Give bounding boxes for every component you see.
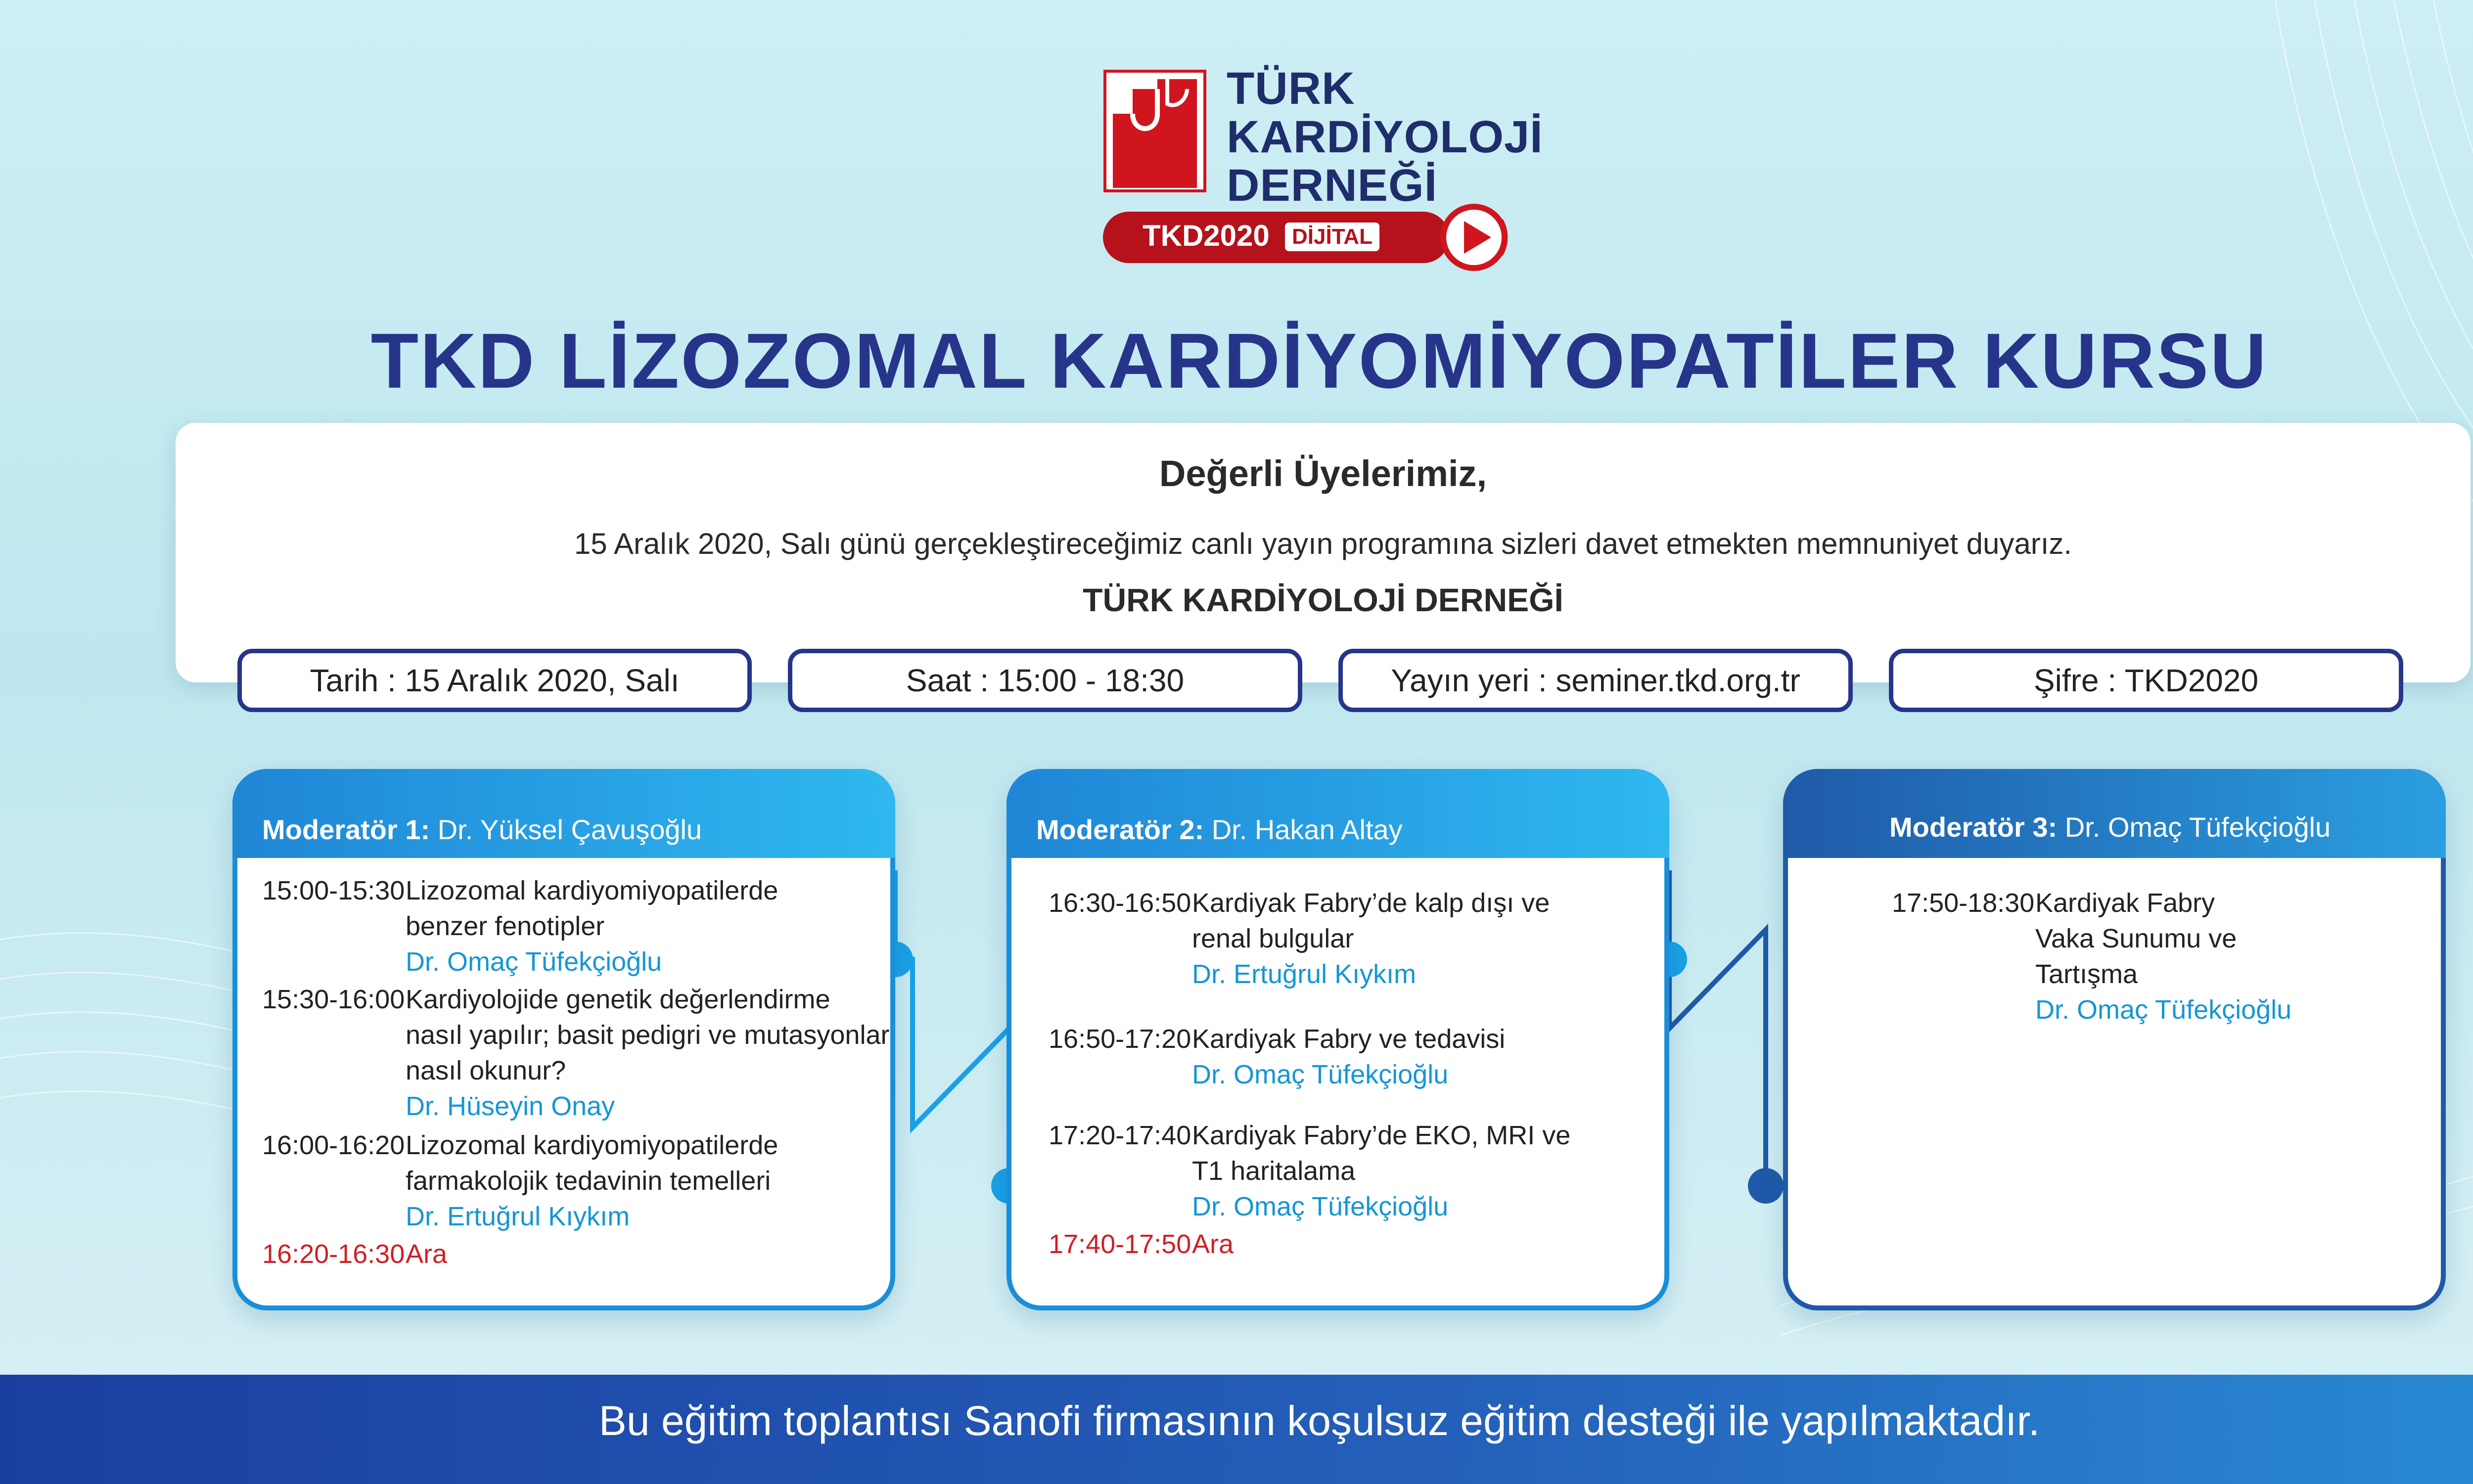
session-title-line: Lizozomal kardiyomiyopatilerde	[406, 1130, 779, 1160]
time-box: Saat : 15:00 - 18:30	[788, 649, 1302, 712]
invitation-body: 15 Aralık 2020, Salı günü gerçekleştireceğimiz canlı yayın programına sizleri davet etmekten memnuniyet duyarız.	[574, 527, 2072, 560]
panel-header	[1007, 769, 1669, 858]
invitation-greeting: Değerli Üyelerimiz,	[1159, 453, 1487, 494]
session-time: 16:50-17:20	[1049, 1024, 1191, 1054]
date-box: Tarih : 15 Aralık 2020, Salı	[237, 649, 752, 712]
session-time: 15:30-16:00	[262, 985, 405, 1014]
connector-dot	[1748, 1168, 1784, 1204]
session-title-line: Kardiyak Fabry’de EKO, MRI ve	[1192, 1121, 1571, 1150]
badge-tag: DİJİTAL	[1285, 223, 1379, 251]
session-speaker: Dr. Hüseyin Onay	[406, 1091, 615, 1121]
badge-label: TKD2020	[1143, 219, 1270, 252]
invitation-signature: TÜRK KARDİYOLOJİ DERNEĞİ	[1083, 582, 1563, 618]
session-time: 17:20-17:40	[1049, 1121, 1191, 1150]
session-title-line: nasıl okunur?	[406, 1056, 566, 1085]
moderator-name: Dr. Yüksel Çavuşoğlu	[437, 814, 702, 845]
sponsor-footer	[0, 1375, 2473, 1484]
password-box: Şifre : TKD2020	[1889, 649, 2403, 712]
session-title-line: nasıl yapılır; basit pedigri ve mutasyonlar	[406, 1020, 890, 1050]
session-title-line: Vaka Sunumu ve	[2035, 924, 2237, 953]
session-speaker: Dr. Omaç Tüfekçioğlu	[2035, 995, 2292, 1025]
moderator-name: Dr. Hakan Altay	[1211, 814, 1403, 845]
panel-header	[232, 769, 895, 858]
moderator-panel-3	[1783, 769, 2446, 1310]
session-title-line: benzer fenotipler	[406, 911, 605, 941]
session-title-line: renal bulgular	[1192, 924, 1354, 953]
break-label: Ara	[406, 1239, 448, 1269]
session-time: 16:00-16:20	[262, 1130, 405, 1160]
moderator-panel-2	[1007, 769, 1669, 1310]
session-speaker: Dr. Omaç Tüfekçioğlu	[1192, 1060, 1449, 1089]
moderator-label: Moderatör 2:	[1036, 814, 1204, 845]
session-speaker: Dr. Omaç Tüfekçioğlu	[1192, 1192, 1449, 1221]
session-title-line: Kardiyolojide genetik değerlendirme	[406, 985, 830, 1014]
logo-line-2: KARDİYOLOJİ	[1227, 112, 1543, 162]
venue-box[interactable]: Yayın yeri : seminer.tkd.org.tr	[1338, 649, 1853, 712]
session-time: 17:40-17:50	[1049, 1229, 1191, 1259]
session-title-line: Lizozomal kardiyomiyopatilerde	[406, 876, 779, 905]
panel-header	[1783, 769, 2446, 858]
page-title: TKD LİZOZOMAL KARDİYOMİYOPATİLER KURSU	[370, 317, 2268, 405]
session-time: 16:30-16:50	[1049, 888, 1191, 918]
moderator-label: Moderatör 1:	[262, 814, 430, 845]
moderator-label: Moderatör 3:	[1889, 811, 2058, 843]
session-time: 17:50-18:30	[1892, 888, 2035, 918]
logo-line-1: TÜRK	[1227, 63, 1355, 114]
session-title-line: Kardiyak Fabry ve tedavisi	[1192, 1024, 1506, 1054]
session-time: 16:20-16:30	[262, 1239, 405, 1269]
break-label: Ara	[1192, 1229, 1234, 1259]
session-speaker: Dr. Ertuğrul Kıykım	[1192, 959, 1417, 989]
footer-text: Bu eğitim toplantısı Sanofi firmasının koşulsuz eğitim desteği ile yapılmaktadır.	[598, 1397, 2040, 1444]
session-title-line: Kardiyak Fabry	[2035, 888, 2215, 918]
session-speaker: Dr. Ertuğrul Kıykım	[406, 1202, 630, 1231]
logo-line-3: DERNEĞİ	[1227, 160, 1438, 211]
moderator-name: Dr. Omaç Tüfekçioğlu	[2064, 811, 2331, 843]
session-title-line: Kardiyak Fabry’de kalp dışı ve	[1192, 888, 1550, 918]
session-speaker: Dr. Omaç Tüfekçioğlu	[406, 947, 662, 977]
session-title-line: farmakolojik tedavinin temelleri	[406, 1166, 771, 1196]
session-title-line: Tartışma	[2035, 959, 2138, 989]
moderator-panel-1	[232, 769, 895, 1310]
session-time: 15:00-15:30	[262, 876, 405, 905]
session-title-line: T1 haritalama	[1192, 1156, 1356, 1186]
